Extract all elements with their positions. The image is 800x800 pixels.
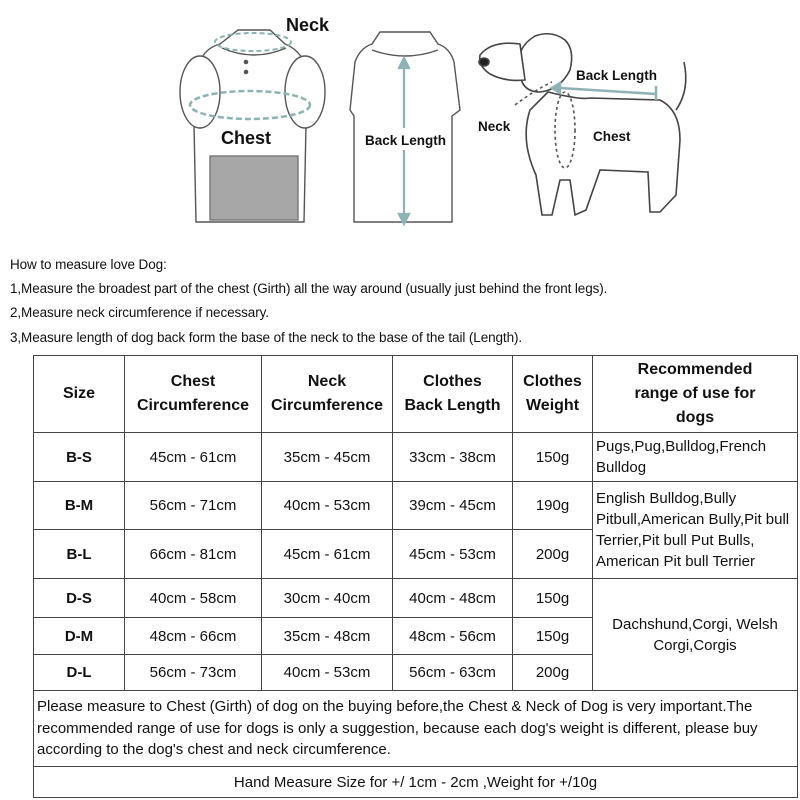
recommended-breeds-b-m-l: English Bulldog,Bully Pitbull,American Bully,Pit bull Terrier,Pit bull Put Bulls, American Pit bull Terrier [593, 482, 798, 579]
garment-front-icon [180, 30, 325, 222]
illustration-drawing [0, 0, 800, 250]
size-cell: B-S [34, 433, 125, 482]
header-recommended: Recommended range of use for dogs [593, 356, 798, 433]
chest-cell: 48cm - 66cm [125, 618, 262, 655]
header-back-length: Clothes Back Length [393, 356, 513, 433]
back-length-cell: 33cm - 38cm [393, 433, 513, 482]
back-length-cell: 48cm - 56cm [393, 618, 513, 655]
instructions-title: How to measure love Dog: [10, 257, 167, 272]
header-chest-circumference: Chest Circumference [125, 356, 262, 433]
neck-cell: 30cm - 40cm [262, 579, 393, 618]
neck-cell: 40cm - 53cm [262, 482, 393, 530]
chest-cell: 56cm - 71cm [125, 482, 262, 530]
table-row [34, 579, 798, 618]
weight-cell: 150g [513, 579, 593, 618]
size-cell: B-M [34, 482, 125, 530]
neck-cell: 40cm - 53cm [262, 655, 393, 691]
size-cell: D-M [34, 618, 125, 655]
measurement-illustrations [0, 0, 800, 250]
dog-label-neck: Neck [478, 119, 511, 134]
instruction-step-3: 3,Measure length of dog back form the base of the neck to the base of the tail (Length). [10, 330, 523, 345]
label-chest: Chest [221, 128, 272, 148]
back-length-cell: 40cm - 48cm [393, 579, 513, 618]
back-length-cell: 39cm - 45cm [393, 482, 513, 530]
table-header-row [34, 356, 798, 433]
neck-cell: 35cm - 45cm [262, 433, 393, 482]
dog-label-chest: Chest [593, 129, 631, 144]
label-back-length: Back Length [365, 133, 447, 148]
recommended-breeds-d: Dachshund,Corgi, Welsh Corgi,Corgis [593, 579, 798, 691]
chest-cell: 45cm - 61cm [125, 433, 262, 482]
size-chart-table [33, 355, 798, 798]
back-length-cell: 45cm - 53cm [393, 530, 513, 579]
header-weight: Clothes Weight [513, 356, 593, 433]
weight-cell: 200g [513, 530, 593, 579]
weight-cell: 190g [513, 482, 593, 530]
back-length-cell: 56cm - 63cm [393, 655, 513, 691]
instruction-step-2: 2,Measure neck circumference if necessary. [10, 305, 269, 320]
weight-cell: 150g [513, 618, 593, 655]
header-neck-circumference: Neck Circumference [262, 356, 393, 433]
weight-cell: 200g [513, 655, 593, 691]
measurement-note: Please measure to Chest (Girth) of dog on the buying before,the Chest & Neck of Dog is very important.The recommended range of use for dogs is only a suggestion, because each dog's weight is different, please buy according to the dog's chest and neck circumference. [34, 691, 798, 767]
neck-cell: 45cm - 61cm [262, 530, 393, 579]
recommended-breeds-b-s: Pugs,Pug,Bulldog,French Bulldog [593, 433, 798, 482]
chest-cell: 56cm - 73cm [125, 655, 262, 691]
chest-cell: 66cm - 81cm [125, 530, 262, 579]
label-neck: Neck [286, 15, 330, 35]
dog-label-back-length: Back Length [576, 68, 658, 83]
size-cell: D-S [34, 579, 125, 618]
chest-cell: 40cm - 58cm [125, 579, 262, 618]
size-cell: D-L [34, 655, 125, 691]
footer-row [34, 767, 798, 798]
header-size: Size [34, 356, 125, 433]
table-row [34, 433, 798, 482]
table-row [34, 482, 798, 530]
instruction-step-1: 1,Measure the broadest part of the chest (Girth) all the way around (usually just behind the front legs). [10, 281, 608, 296]
neck-cell: 35cm - 48cm [262, 618, 393, 655]
weight-cell: 150g [513, 433, 593, 482]
size-cell: B-L [34, 530, 125, 579]
note-row [34, 691, 798, 767]
tolerance-note: Hand Measure Size for +/ 1cm - 2cm ,Weight for +/10g [34, 767, 798, 798]
